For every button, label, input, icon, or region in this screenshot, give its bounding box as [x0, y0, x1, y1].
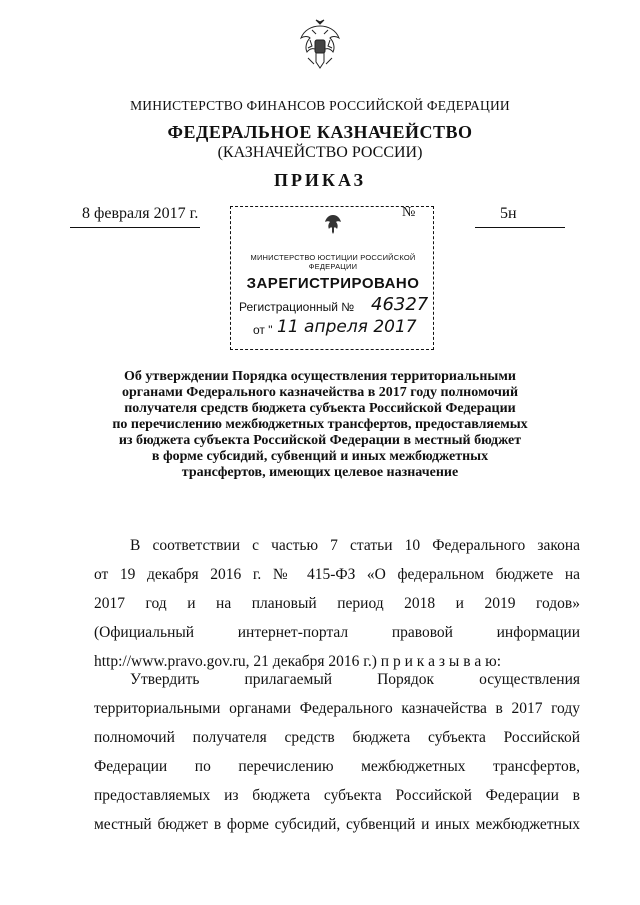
stamp-ministry: МИНИСТЕРСТВО ЮСТИЦИИ РОССИЙСКОЙ ФЕДЕРАЦИИ	[250, 253, 416, 271]
paragraph-line: 2017 год и на плановый период 2018 и 2019 годов»	[94, 595, 580, 612]
organization-subtitle: (КАЗНАЧЕЙСТВО РОССИИ)	[217, 144, 423, 161]
document-title	[98, 369, 542, 481]
title-line: Об утверждении Порядка осуществления территориальными	[124, 369, 516, 384]
order-date: 8 февраля 2017 г.	[82, 205, 199, 222]
paragraph-line: (Официальный интернет-портал правовой информации	[94, 624, 580, 641]
body-paragraph-1	[94, 531, 580, 676]
paragraph-line: предоставляемых из бюджета субъекта Российской Федерации в	[94, 787, 580, 804]
title-line: в форме субсидий, субвенций и иных межбюджетных	[151, 449, 489, 464]
stamp-reg-date: 11 апреля 2017	[277, 317, 417, 337]
title-line: из бюджета субъекта Российской Федерации в местный бюджет	[118, 433, 522, 448]
order-number: 5н	[500, 205, 517, 222]
title-line: по перечислению межбюджетных трансфертов, предоставляемых	[112, 417, 528, 432]
title-line: получателя средств бюджета субъекта Российской Федерации	[124, 401, 516, 416]
ministry-name: МИНИСТЕРСТВО ФИНАНСОВ РОССИЙСКОЙ ФЕДЕРАЦИИ	[130, 98, 510, 113]
title-line: органами Федерального казначейства в 2017 году полномочий	[121, 385, 519, 400]
paragraph-line: В соответствии с частью 7 статьи 10 Федерального закона	[130, 537, 580, 554]
coat-of-arms-icon	[298, 18, 342, 70]
stamp-reg-number-label: Регистрационный №	[239, 300, 355, 314]
paragraph-line: Утвердить прилагаемый Порядок осуществления	[130, 671, 580, 688]
paragraph-line: полномочий получателя средств бюджета субъекта Российской	[94, 729, 580, 746]
stamp-registered: ЗАРЕГИСТРИРОВАНО	[246, 275, 420, 292]
paragraph-line: от 19 декабря 2016 г. № 415-ФЗ «О федеральном бюджете на	[94, 566, 580, 583]
number-underline	[475, 227, 565, 228]
paragraph-line: http://www.pravo.gov.ru, 21 декабря 2016 г.) п р и к а з ы в а ю:	[94, 653, 502, 670]
paragraph-line: территориальными органами Федерального казначейства в 2017 году	[94, 700, 580, 717]
paragraph-line: местный бюджет в форме субсидий, субвенций и иных межбюджетных	[94, 816, 580, 833]
paragraph-line: Федерации по перечислению межбюджетных трансфертов,	[94, 758, 580, 775]
date-underline	[70, 227, 200, 228]
stamp-emblem-icon	[324, 213, 342, 235]
stamp-date-label: от "	[253, 323, 273, 337]
order-number-label: №	[402, 205, 416, 220]
document-type: ПРИКАЗ	[273, 170, 367, 190]
body-paragraph-2	[94, 665, 580, 839]
organization-name: ФЕДЕРАЛЬНОЕ КАЗНАЧЕЙСТВО	[167, 122, 473, 142]
stamp-reg-number: 46327	[371, 294, 429, 315]
registration-stamp	[230, 206, 434, 350]
title-line: трансфертов, имеющих целевое назначение	[181, 465, 459, 480]
